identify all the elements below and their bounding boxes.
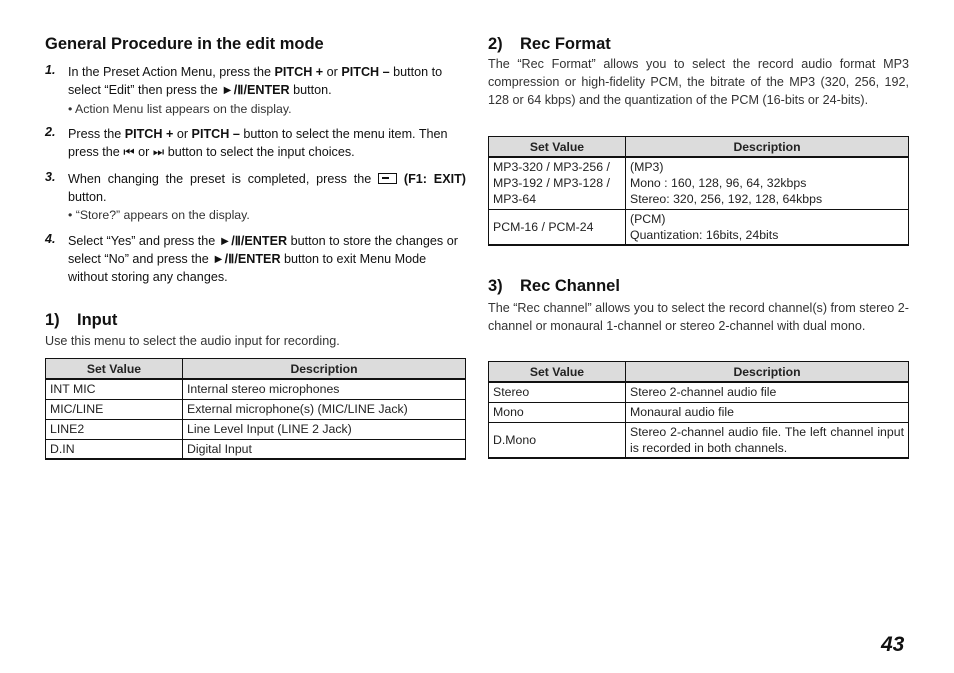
column-header: Set Value (489, 137, 626, 158)
step-text: When changing the preset is completed, press the (F1: EXIT) button. (68, 172, 466, 204)
input-description: Use this menu to select the audio input for recording. (45, 334, 340, 348)
table-row: PCM-16 / PCM-24 (PCM) Quantization: 16bits, 24bits (489, 209, 909, 245)
column-header: Set Value (489, 362, 626, 383)
f1-exit-label: (F1: EXIT) (397, 172, 466, 186)
step-number: 4. (45, 232, 56, 246)
pitch-plus-label: PITCH + (274, 65, 324, 79)
enter-label: ►/Ⅱ/ENTER (221, 83, 290, 97)
table-row: Stereo Stereo 2-channel audio file (489, 382, 909, 402)
pitch-minus-label: PITCH – (341, 65, 390, 79)
input-heading: 1) Input (45, 311, 118, 329)
rec-channel-description: The “Rec channel” allows you to select the record channel(s) from stereo 2-channel or monaural 1-channel or stereo 2-channel with dual mono. (488, 301, 909, 333)
table-header-row (489, 137, 909, 158)
general-procedure-heading: General Procedure in the edit mode (45, 35, 324, 53)
input-table (45, 358, 466, 460)
column-header: Description (183, 359, 466, 380)
step-number: 2. (45, 125, 56, 139)
step-number: 1. (45, 63, 56, 77)
pitch-minus-label: PITCH – (191, 127, 240, 141)
skip-back-icon: ⏮ (123, 145, 135, 159)
enter-label: ►/Ⅱ/ENTER (218, 234, 288, 248)
rec-format-heading: 2) Rec Format (488, 35, 611, 53)
step-number: 3. (45, 170, 56, 184)
column-header: Description (626, 137, 909, 158)
skip-forward-icon: ⏭ (152, 145, 165, 159)
table-header-row (489, 362, 909, 383)
table-row: MIC/LINE External microphone(s) (MIC/LINE Jack) (46, 399, 466, 419)
step-text: Press the PITCH + or PITCH – button to select the menu item. Then press the ⏮ or ⏭ button to select the input choices. (68, 127, 448, 159)
rec-format-table (488, 136, 909, 246)
table-row: D.Mono Stereo 2-channel audio file. The left channel input is recorded in both channels. (489, 422, 909, 458)
step-text: In the Preset Action Menu, press the PITCH + or PITCH – button to select “Edit” then press the ►/Ⅱ/ENTER button. (68, 65, 443, 97)
rec-channel-heading: 3) Rec Channel (488, 277, 620, 295)
table-row: D.IN Digital Input (46, 439, 466, 459)
column-header: Description (626, 362, 909, 383)
rec-channel-table (488, 361, 909, 459)
step-text: Select “Yes” and press the ►/Ⅱ/ENTER button to store the changes or select “No” and press the ►/Ⅱ/ENTER button to exit Menu Mode without storing any changes. (68, 234, 458, 284)
page-number: 43 (881, 633, 905, 656)
column-header: Set Value (46, 359, 183, 380)
table-row: LINE2 Line Level Input (LINE 2 Jack) (46, 419, 466, 439)
table-row: INT MIC Internal stereo microphones (46, 379, 466, 399)
table-row: MP3-320 / MP3-256 / MP3-192 / MP3-128 / MP3-64 (MP3) Mono : 160, 128, 96, 64, 32kbps Stereo: 320, 256, 192, 128, 64kbps (489, 157, 909, 209)
f1-display-icon (378, 173, 397, 184)
step-note: • “Store?” appears on the display. (68, 208, 250, 222)
pitch-plus-label: PITCH + (124, 127, 174, 141)
rec-format-description: The “Rec Format” allows you to select the record audio format MP3 compression or high-fidelity PCM, the bitrate of the MP3 (320, 256, 192, 128 or 64 kbps) and the quantization of the PCM (16-bits or 24-bits). (488, 57, 909, 107)
table-row: Mono Monaural audio file (489, 402, 909, 422)
table-header-row (46, 359, 466, 380)
enter-label: ►/Ⅱ/ENTER (212, 252, 281, 266)
step-note: • Action Menu list appears on the display. (68, 102, 292, 116)
